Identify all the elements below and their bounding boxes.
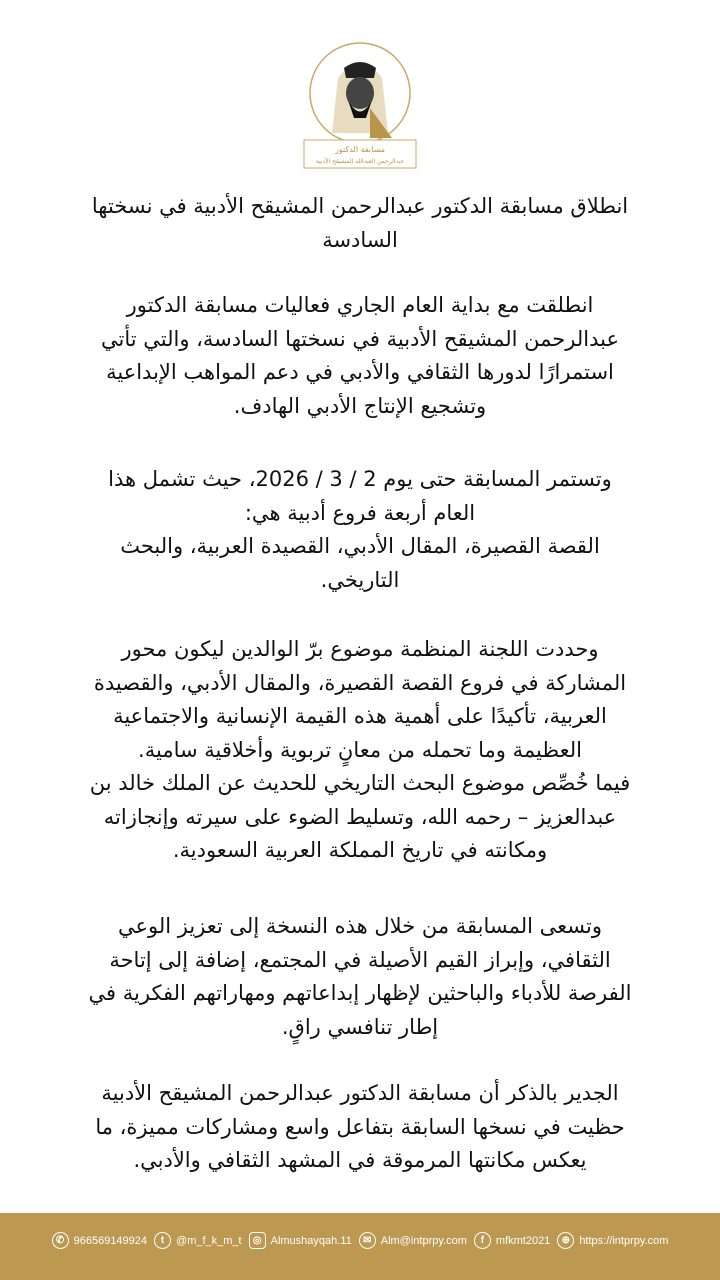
email-contact[interactable]	[359, 1232, 467, 1249]
instagram-contact[interactable]	[249, 1232, 352, 1249]
website-url: https://intprpy.com	[579, 1234, 669, 1247]
text-line: وتسعى المسابقة من خلال هذه النسخة إلى تعزيز الوعي	[117, 914, 603, 938]
title-line: السادسة	[322, 227, 398, 252]
article-title	[20, 190, 700, 257]
instagram-icon: ◎	[249, 1232, 266, 1249]
text-line: القصة القصيرة، المقال الأدبي، القصيدة العربية، والبحث	[120, 534, 600, 558]
twitter-contact[interactable]	[154, 1232, 242, 1249]
text-line: الفرصة للأدباء والباحثين لإظهار إبداعاتهم ومهاراتهم الفكرية في	[88, 981, 632, 1005]
facebook-contact[interactable]	[474, 1232, 550, 1249]
text-line: الجدير بالذكر أن مسابقة الدكتور عبدالرحمن المشيقح الأدبية	[101, 1081, 619, 1105]
text-line: وتستمر المسابقة حتى يوم 2 / 3 / 2026، حيث تشمل هذا	[108, 467, 612, 491]
phone-number: 966569149924	[73, 1234, 148, 1247]
paragraph-3	[20, 633, 700, 868]
text-line: عبدالعزيز – رحمه الله، وتسليط الضوء على سيرته وإنجازاته	[103, 804, 617, 829]
text-line: فيما خُصِّص موضوع البحث التاريخي للحديث عن الملك خالد بن	[89, 771, 631, 795]
text-line: إطار تنافسي راقٍ.	[281, 1014, 439, 1039]
text-line: وحددت اللجنة المنظمة موضوع برّ الوالدين ليكون محور	[121, 637, 599, 661]
facebook-icon: f	[474, 1232, 491, 1249]
email-address: Alm@intprpy.com	[380, 1234, 467, 1247]
contact-footer	[0, 1213, 720, 1280]
twitter-icon: t	[154, 1232, 171, 1249]
text-line: العربية، تأكيدًا على أهمية هذه القيمة الإنسانية والاجتماعية	[113, 704, 607, 728]
paragraph-5	[20, 1077, 700, 1178]
paragraph-1	[20, 289, 700, 423]
competition-logo	[300, 38, 420, 170]
paragraph-2	[20, 463, 700, 597]
text-line: حظيت في نسخها السابقة بتفاعل واسع ومشاركات مميزة، ما	[95, 1114, 625, 1139]
text-line: الثقافي، وإبراز القيم الأصيلة في المجتمع، إضافة إلى إتاحة	[109, 947, 611, 972]
globe-icon: ⊕	[557, 1232, 574, 1249]
svg-text:مسابقة الدكتور: مسابقة الدكتور	[334, 145, 386, 154]
text-line: العظيمة وما تحمله من معانٍ تربوية وأخلاقية سامية.	[138, 737, 582, 762]
facebook-handle: mfkmt2021	[495, 1234, 551, 1247]
svg-text:عبدالرحمن العبدالله المشيقح ال: عبدالرحمن العبدالله المشيقح الأدبية	[315, 158, 405, 165]
text-line: وتشجيع الإنتاج الأدبي الهادف.	[233, 393, 487, 418]
website-contact[interactable]	[557, 1232, 668, 1249]
text-line: العام أربعة فروع أدبية هي:	[244, 500, 476, 525]
paragraph-4	[20, 910, 700, 1044]
text-line: ومكانته في تاريخ المملكة العربية السعودية.	[172, 838, 548, 862]
text-line: يعكس مكانتها المرموقة في المشهد الثقافي والأدبي.	[133, 1148, 587, 1172]
twitter-handle: @m_f_k_m_t	[176, 1234, 242, 1247]
phone-icon: ✆	[52, 1232, 69, 1249]
text-line: المشاركة في فروع القصة القصيرة، والمقال الأدبي، والقصيدة	[93, 670, 627, 695]
instagram-handle: Almushayqah.11	[270, 1234, 352, 1247]
text-line: انطلقت مع بداية العام الجاري فعاليات مسابقة الدكتور	[126, 293, 594, 317]
phone-contact[interactable]	[52, 1232, 147, 1249]
text-line: عبدالرحمن المشيقح الأدبية في نسختها السادسة، والتي تأتي	[100, 326, 620, 351]
email-icon: ✉	[359, 1232, 376, 1249]
text-line: التاريخي.	[320, 567, 400, 592]
title-line: انطلاق مسابقة الدكتور عبدالرحمن المشيقح الأدبية في نسختها	[91, 194, 629, 218]
text-line: استمرارًا لدورها الثقافي والأدبي في دعم المواهب الإبداعية	[106, 360, 614, 384]
